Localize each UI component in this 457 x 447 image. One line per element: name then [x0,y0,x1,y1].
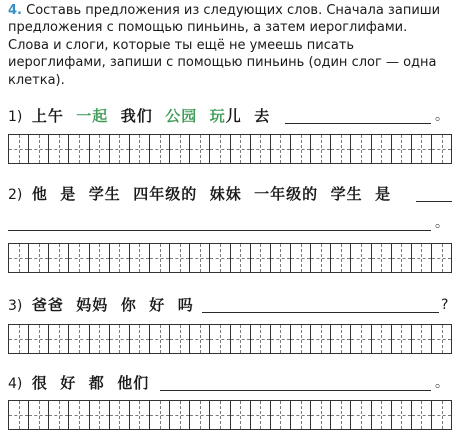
grid-cell[interactable] [311,244,331,272]
exercise-number: 3) [8,298,23,314]
grid-cell[interactable] [110,401,130,429]
grid-cell[interactable] [331,135,351,163]
exercise-3-prompt [8,294,453,316]
grid-cell[interactable] [130,135,150,163]
grid-cell[interactable] [291,244,311,272]
word: 好 [149,296,166,314]
sentence-end-mark: 。 [435,375,449,391]
grid-cell[interactable] [231,401,251,429]
exercise-3 [8,294,453,316]
exercise-2-prompt [8,183,453,205]
grid-cell[interactable] [271,244,291,272]
grid-cell[interactable] [372,401,392,429]
word: 一年级的 [254,185,319,203]
sentence-end-mark: 。 [435,215,449,231]
task-text: Составь предложения из следующих слов. Сначала запиши предложения с помощью пиньинь, а затем иероглифами. Слова и слоги, которые ты ещё не умеешь писать иероглифами, запиши с помощью пиньинь (один слог — одна клетка). [8,3,441,88]
grid-cell[interactable] [9,135,29,163]
exercise-number: 2) [8,187,23,203]
grid-cell[interactable] [392,401,412,429]
grid-cell[interactable] [170,244,190,272]
grid-cell[interactable] [432,135,452,163]
task-instructions [8,2,450,89]
grid-cell[interactable] [29,401,49,429]
grid-cell[interactable] [150,401,170,429]
grid-cell[interactable] [90,325,110,353]
exercise-1 [8,105,453,127]
grid-cell[interactable] [271,325,291,353]
grid-cell[interactable] [231,244,251,272]
grid-cell[interactable] [331,401,351,429]
grid-cell[interactable] [210,244,230,272]
grid-cell[interactable] [432,244,452,272]
word: 我们 [120,107,153,125]
grid-cell[interactable] [150,244,170,272]
grid-cell[interactable] [251,135,271,163]
grid-cell[interactable] [392,244,412,272]
grid-cell[interactable] [130,325,150,353]
grid-cell[interactable] [49,135,69,163]
grid-cell[interactable] [170,401,190,429]
grid-cell[interactable] [372,244,392,272]
grid-cell[interactable] [412,401,432,429]
grid-cell[interactable] [69,325,89,353]
grid-cell[interactable] [351,244,371,272]
word: 吗 [177,296,194,314]
grid-cell[interactable] [291,401,311,429]
grid-cell[interactable] [9,244,29,272]
grid-cell[interactable] [412,325,432,353]
grid-cell[interactable] [210,401,230,429]
grid-cell[interactable] [412,135,432,163]
grid-cell[interactable] [251,401,271,429]
grid-cell[interactable] [110,325,130,353]
grid-cell[interactable] [49,325,69,353]
exercise-number: 1) [8,109,23,125]
word: 好 [60,374,77,392]
word: 他 [31,185,48,203]
grid-cell[interactable] [90,135,110,163]
exercise-number: 4) [8,376,23,392]
grid-cell[interactable] [130,244,150,272]
word: 上午 [31,107,64,125]
grid-cell[interactable] [372,325,392,353]
grid-cell[interactable] [291,135,311,163]
grid-cell[interactable] [190,325,210,353]
grid-cell[interactable] [49,244,69,272]
exercise-1-prompt [8,105,453,127]
grid-cell[interactable] [271,401,291,429]
answer-line[interactable] [416,201,452,202]
grid-cell[interactable] [190,244,210,272]
grid-cell[interactable] [49,401,69,429]
exercise-4 [8,372,453,394]
grid-cell[interactable] [130,401,150,429]
grid-cell[interactable] [170,135,190,163]
exercise-2-continuation [8,212,453,234]
grid-cell[interactable] [351,325,371,353]
grid-cell[interactable] [331,325,351,353]
grid-cell[interactable] [69,244,89,272]
grid-cell[interactable] [392,325,412,353]
grid-cell[interactable] [29,325,49,353]
word: 是 [60,185,77,203]
word: 你 [120,296,137,314]
grid-cell[interactable] [351,401,371,429]
word: 很 [31,374,48,392]
grid-cell[interactable] [110,244,130,272]
grid-cell[interactable] [251,244,271,272]
answer-line[interactable] [160,390,431,391]
grid-cell[interactable] [432,325,452,353]
grid-cell[interactable] [150,135,170,163]
grid-cell[interactable] [372,135,392,163]
writing-grid[interactable] [8,400,452,430]
writing-grid[interactable] [8,134,452,164]
grid-cell[interactable] [29,135,49,163]
grid-cell[interactable] [311,325,331,353]
word: 玩 [209,107,226,125]
grid-cell[interactable] [170,325,190,353]
word: 学生 [330,185,363,203]
grid-cell[interactable] [190,401,210,429]
grid-cell[interactable] [210,325,230,353]
grid-cell[interactable] [210,135,230,163]
grid-cell[interactable] [432,401,452,429]
grid-cell[interactable] [90,244,110,272]
grid-cell[interactable] [311,135,331,163]
grid-cell[interactable] [190,135,210,163]
grid-cell[interactable] [9,401,29,429]
writing-grid[interactable] [8,243,452,273]
answer-line[interactable] [8,230,431,231]
grid-cell[interactable] [9,325,29,353]
grid-cell[interactable] [351,135,371,163]
word: 一起 [76,107,109,125]
exercise-4-prompt [8,372,453,394]
word: 他们 [117,374,150,392]
grid-cell[interactable] [291,325,311,353]
grid-cell[interactable] [392,135,412,163]
grid-cell[interactable] [412,244,432,272]
grid-cell[interactable] [251,325,271,353]
word: 都 [88,374,105,392]
grid-cell[interactable] [331,244,351,272]
grid-cell[interactable] [110,135,130,163]
task-number: 4. [8,3,22,18]
word: 妈妈 [76,296,109,314]
answer-line[interactable] [202,312,439,313]
word: 学生 [88,185,121,203]
word: 妹妹 [209,185,242,203]
grid-cell[interactable] [231,135,251,163]
grid-cell[interactable] [150,325,170,353]
grid-cell[interactable] [271,135,291,163]
sentence-end-mark: ? [441,297,449,313]
word: 去 [254,107,271,125]
word: 是 [375,185,392,203]
word: 爸爸 [31,296,64,314]
writing-grid[interactable] [8,324,452,354]
sentence-end-mark: 。 [435,108,449,124]
grid-cell[interactable] [231,325,251,353]
answer-line[interactable] [285,123,431,124]
grid-cell[interactable] [90,401,110,429]
grid-cell[interactable] [69,135,89,163]
exercise-2 [8,183,453,234]
word: 四年级的 [133,185,198,203]
grid-cell[interactable] [69,401,89,429]
word: 公园 [165,107,198,125]
grid-cell[interactable] [29,244,49,272]
word: 儿 [225,107,242,125]
grid-cell[interactable] [311,401,331,429]
